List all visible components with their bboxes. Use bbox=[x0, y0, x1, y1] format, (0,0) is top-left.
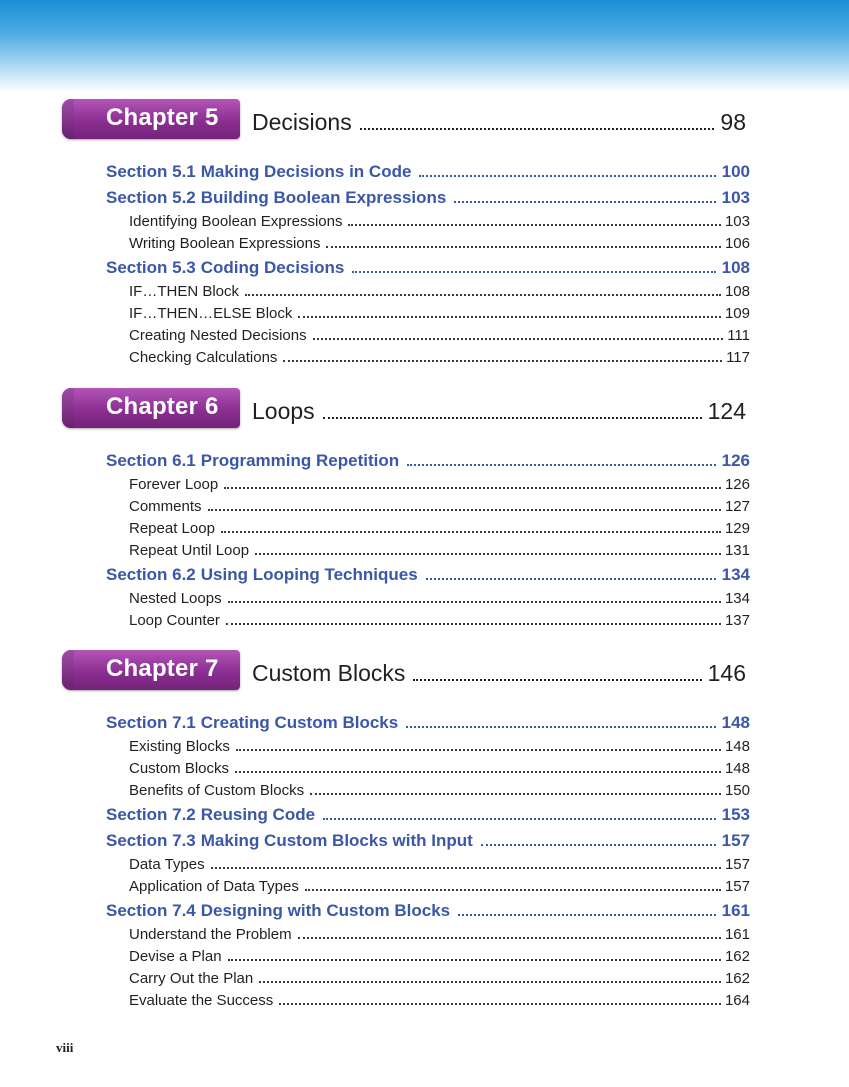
dot-leader bbox=[454, 201, 715, 203]
dot-leader bbox=[259, 981, 721, 983]
topic-row[interactable] bbox=[129, 924, 750, 946]
section-row[interactable] bbox=[106, 255, 750, 281]
dot-leader bbox=[413, 679, 701, 681]
section-number: Section 7.1 bbox=[106, 713, 196, 732]
section-row[interactable] bbox=[106, 828, 750, 854]
section-row[interactable] bbox=[106, 448, 750, 474]
topic-title: Forever Loop bbox=[129, 476, 219, 493]
page-folio: viii bbox=[56, 1040, 74, 1055]
chapter-title: Custom Blocks bbox=[252, 660, 406, 686]
section-number: Section 5.1 bbox=[106, 162, 196, 181]
chapter-heading[interactable] bbox=[60, 650, 750, 694]
dot-leader bbox=[224, 487, 721, 489]
dot-leader bbox=[360, 128, 715, 130]
section-row[interactable] bbox=[106, 710, 750, 736]
chapter-badge bbox=[62, 99, 240, 139]
dot-leader bbox=[323, 818, 716, 820]
topic-title: Existing Blocks bbox=[129, 738, 230, 755]
dot-leader bbox=[279, 1003, 721, 1005]
dot-leader bbox=[228, 959, 721, 961]
dot-leader bbox=[298, 316, 721, 318]
topic-row[interactable] bbox=[129, 588, 750, 610]
section-page: 161 bbox=[721, 901, 750, 920]
section-number: Section 5.3 bbox=[106, 258, 196, 277]
section-page: 103 bbox=[721, 188, 750, 207]
section-page: 126 bbox=[721, 451, 750, 470]
section-row[interactable] bbox=[106, 159, 750, 185]
topic-title: Evaluate the Success bbox=[129, 992, 274, 1009]
chapter-title: Decisions bbox=[252, 109, 352, 135]
dot-leader bbox=[352, 271, 715, 273]
section-title: Making Custom Blocks with Input bbox=[200, 831, 473, 850]
section-row[interactable] bbox=[106, 898, 750, 924]
dot-leader bbox=[305, 889, 721, 891]
chapter-page: 98 bbox=[720, 109, 746, 135]
chapter-5-block bbox=[60, 99, 750, 369]
chapter-heading[interactable] bbox=[60, 388, 750, 432]
topic-page: 137 bbox=[724, 612, 750, 629]
topic-title: Loop Counter bbox=[129, 612, 220, 629]
topic-row[interactable] bbox=[129, 518, 750, 540]
dot-leader bbox=[407, 464, 716, 466]
dot-leader bbox=[348, 224, 721, 226]
chapter-label: Chapter 7 bbox=[106, 655, 219, 682]
dot-leader bbox=[323, 417, 702, 419]
section-title: Designing with Custom Blocks bbox=[200, 901, 451, 920]
topic-page: 117 bbox=[726, 349, 750, 366]
topic-row[interactable] bbox=[129, 876, 750, 898]
section-title: Reusing Code bbox=[200, 805, 316, 824]
section-page: 108 bbox=[721, 258, 750, 277]
dot-leader bbox=[208, 509, 721, 511]
topic-row[interactable] bbox=[129, 780, 750, 802]
section-title: Making Decisions in Code bbox=[200, 162, 412, 181]
topic-row[interactable] bbox=[129, 474, 750, 496]
topic-row[interactable] bbox=[129, 211, 750, 233]
section-number: Section 7.3 bbox=[106, 831, 196, 850]
topic-page: 162 bbox=[724, 970, 750, 987]
topic-row[interactable] bbox=[129, 347, 750, 369]
topic-page: 162 bbox=[724, 948, 750, 965]
section-title: Creating Custom Blocks bbox=[200, 713, 399, 732]
section-number: Section 7.4 bbox=[106, 901, 196, 920]
topic-row[interactable] bbox=[129, 854, 750, 876]
dot-leader bbox=[313, 338, 724, 340]
dot-leader bbox=[458, 914, 716, 916]
topic-row[interactable] bbox=[129, 496, 750, 518]
topic-page: 157 bbox=[724, 878, 750, 895]
dot-leader bbox=[426, 578, 716, 580]
topic-row[interactable] bbox=[129, 968, 750, 990]
topic-title: Understand the Problem bbox=[129, 926, 292, 943]
topic-row[interactable] bbox=[129, 758, 750, 780]
topic-title: Benefits of Custom Blocks bbox=[129, 782, 305, 799]
chapter-badge bbox=[62, 388, 240, 428]
dot-leader bbox=[228, 601, 721, 603]
topic-page: 106 bbox=[724, 235, 750, 252]
topic-page: 134 bbox=[724, 590, 750, 607]
topic-title: IF…THEN…ELSE Block bbox=[129, 305, 293, 322]
dot-leader bbox=[283, 360, 722, 362]
section-page: 157 bbox=[721, 831, 750, 850]
chapter-badge bbox=[62, 650, 240, 690]
topic-page: 126 bbox=[724, 476, 750, 493]
topic-title: Application of Data Types bbox=[129, 878, 299, 895]
section-title: Building Boolean Expressions bbox=[200, 188, 447, 207]
section-title: Using Looping Techniques bbox=[200, 565, 418, 584]
header-gradient-band bbox=[0, 0, 849, 92]
dot-leader bbox=[419, 175, 715, 177]
section-row[interactable] bbox=[106, 802, 750, 828]
topic-row[interactable] bbox=[129, 325, 750, 347]
section-title: Programming Repetition bbox=[200, 451, 400, 470]
topic-row[interactable] bbox=[129, 233, 750, 255]
topic-page: 109 bbox=[724, 305, 750, 322]
dot-leader bbox=[211, 867, 721, 869]
topic-title: Devise a Plan bbox=[129, 948, 222, 965]
topic-page: 148 bbox=[724, 738, 750, 755]
topic-title: Carry Out the Plan bbox=[129, 970, 254, 987]
topic-row[interactable] bbox=[129, 736, 750, 758]
chapter-title: Loops bbox=[252, 398, 315, 424]
topic-page: 157 bbox=[724, 856, 750, 873]
topic-page: 129 bbox=[724, 520, 750, 537]
section-title: Coding Decisions bbox=[200, 258, 345, 277]
dot-leader bbox=[236, 749, 721, 751]
section-page: 100 bbox=[721, 162, 750, 181]
section-number: Section 7.2 bbox=[106, 805, 196, 824]
topic-row[interactable] bbox=[129, 281, 750, 303]
dot-leader bbox=[298, 937, 721, 939]
dot-leader bbox=[226, 623, 721, 625]
topic-page: 131 bbox=[724, 542, 750, 559]
topic-title: Nested Loops bbox=[129, 590, 222, 607]
dot-leader bbox=[235, 771, 721, 773]
topic-title: Repeat Loop bbox=[129, 520, 215, 537]
section-number: Section 5.2 bbox=[106, 188, 196, 207]
chapter-heading[interactable] bbox=[60, 99, 750, 143]
topic-row[interactable] bbox=[129, 303, 750, 325]
section-row[interactable] bbox=[106, 562, 750, 588]
topic-page: 108 bbox=[724, 283, 750, 300]
topic-title: Writing Boolean Expressions bbox=[129, 235, 321, 252]
toc-entries bbox=[60, 710, 750, 1012]
topic-page: 161 bbox=[724, 926, 750, 943]
section-number: Section 6.2 bbox=[106, 565, 196, 584]
topic-row[interactable] bbox=[129, 610, 750, 632]
topic-row[interactable] bbox=[129, 990, 750, 1012]
topic-row[interactable] bbox=[129, 540, 750, 562]
dot-leader bbox=[481, 844, 716, 846]
toc-entries bbox=[60, 448, 750, 632]
topic-title: IF…THEN Block bbox=[129, 283, 240, 300]
dot-leader bbox=[245, 294, 721, 296]
chapter-title-row bbox=[252, 398, 746, 425]
dot-leader bbox=[310, 793, 721, 795]
section-number: Section 6.1 bbox=[106, 451, 196, 470]
dot-leader bbox=[221, 531, 721, 533]
topic-title: Custom Blocks bbox=[129, 760, 230, 777]
section-row[interactable] bbox=[106, 185, 750, 211]
chapter-7-block bbox=[60, 650, 750, 1012]
topic-title: Identifying Boolean Expressions bbox=[129, 213, 343, 230]
topic-page: 150 bbox=[724, 782, 750, 799]
section-page: 153 bbox=[721, 805, 750, 824]
dot-leader bbox=[326, 246, 720, 248]
topic-page: 103 bbox=[724, 213, 750, 230]
topic-page: 127 bbox=[724, 498, 750, 515]
chapter-page: 146 bbox=[707, 660, 746, 686]
topic-page: 148 bbox=[724, 760, 750, 777]
dot-leader bbox=[255, 553, 721, 555]
chapter-page: 124 bbox=[707, 398, 746, 424]
dot-leader bbox=[406, 726, 715, 728]
section-page: 134 bbox=[721, 565, 750, 584]
chapter-title-row bbox=[252, 660, 746, 687]
toc-entries bbox=[60, 159, 750, 369]
topic-title: Checking Calculations bbox=[129, 349, 278, 366]
chapter-6-block bbox=[60, 388, 750, 632]
topic-title: Comments bbox=[129, 498, 202, 515]
topic-row[interactable] bbox=[129, 946, 750, 968]
topic-page: 111 bbox=[727, 327, 750, 344]
topic-title: Repeat Until Loop bbox=[129, 542, 250, 559]
chapter-label: Chapter 5 bbox=[106, 104, 219, 131]
topic-title: Creating Nested Decisions bbox=[129, 327, 307, 344]
topic-title: Data Types bbox=[129, 856, 205, 873]
chapter-title-row bbox=[252, 109, 746, 136]
chapter-label: Chapter 6 bbox=[106, 393, 219, 420]
section-page: 148 bbox=[721, 713, 750, 732]
topic-page: 164 bbox=[724, 992, 750, 1009]
